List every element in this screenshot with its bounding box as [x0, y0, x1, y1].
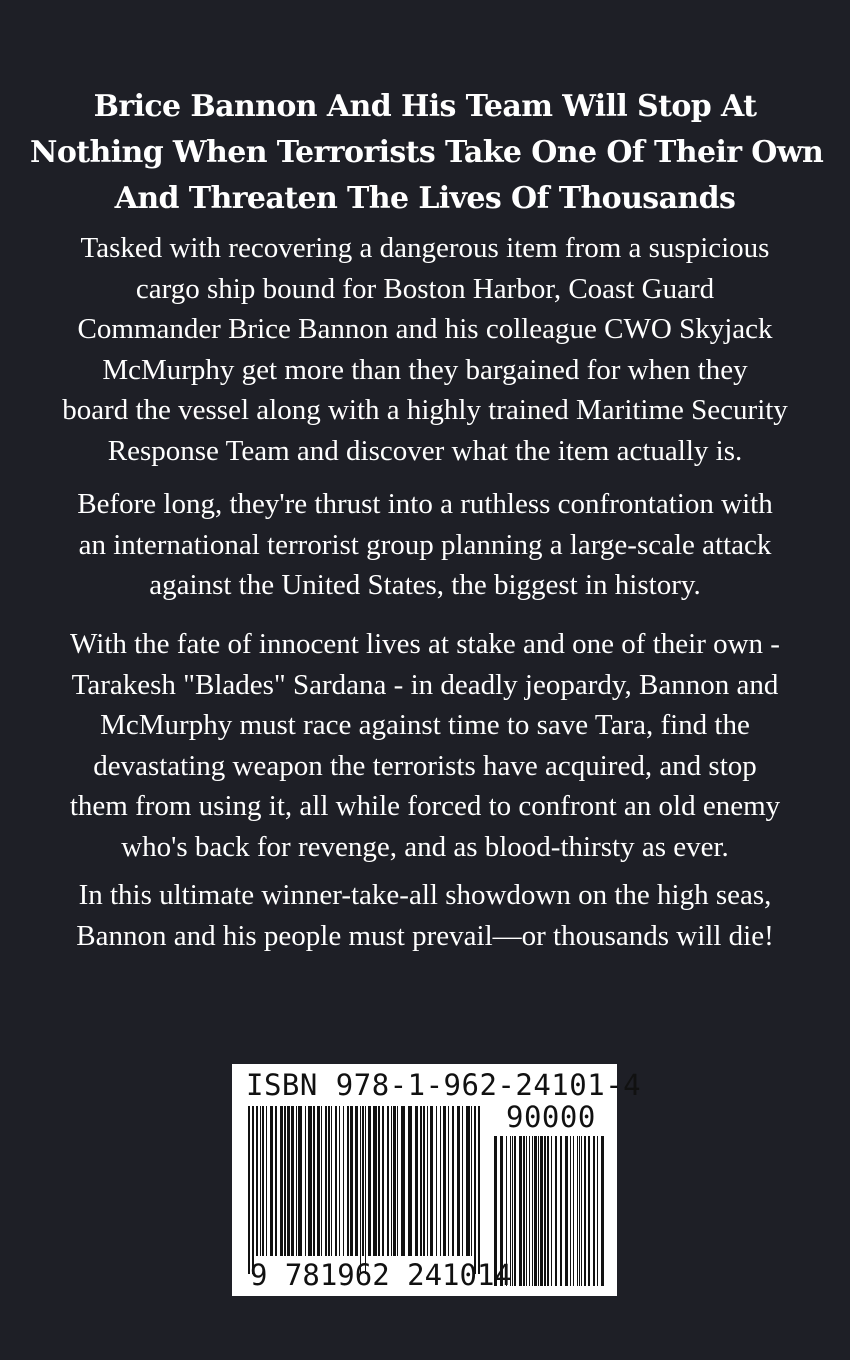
ean-digits: 9 781962 241014	[250, 1258, 512, 1292]
barcode-bar	[280, 1106, 283, 1256]
barcode-bar	[573, 1136, 574, 1286]
blurb-paragraph-4	[30, 875, 820, 956]
barcode-bar	[266, 1106, 267, 1256]
barcode-bar	[544, 1136, 546, 1286]
isbn-barcode	[232, 1064, 642, 1296]
barcode-bar	[291, 1106, 294, 1256]
barcode-bar	[478, 1106, 480, 1274]
blurb-line: Response Team and discover what the item actually is.	[107, 434, 743, 467]
blurb-line: McMurphy get more than they bargained for when they	[102, 353, 748, 386]
barcode-bar	[570, 1136, 571, 1286]
barcode-bar	[415, 1106, 418, 1256]
barcode-bar	[581, 1136, 582, 1286]
barcode-bar	[540, 1136, 543, 1286]
barcode-bar	[474, 1106, 476, 1274]
barcode-bar	[305, 1106, 306, 1256]
barcode-bar	[298, 1106, 302, 1256]
barcode-bar	[368, 1106, 371, 1256]
barcode-bar	[440, 1106, 441, 1256]
barcode-bar	[308, 1106, 312, 1256]
barcode-bar	[343, 1106, 344, 1256]
barcode-bar	[555, 1136, 557, 1286]
barcode-bar	[397, 1106, 398, 1256]
blurb-line: Tarakesh "Blades" Sardana - in deadly jeopardy, Bannon and	[71, 668, 779, 701]
blurb-line: board the vessel along with a highly trained Maritime Security	[62, 394, 788, 426]
blurb-line: an international terrorist group planning a large-scale attack	[78, 528, 772, 561]
barcode-bar	[597, 1136, 598, 1286]
barcode-bar	[420, 1106, 422, 1256]
barcode-bar	[335, 1106, 337, 1256]
blurb-paragraph-1	[30, 228, 820, 471]
blurb-line: Bannon and his people must prevail—or thousands will die!	[76, 919, 774, 952]
blurb-line: Commander Brice Bannon and his colleague CWO Skyjack	[77, 313, 773, 345]
blurb-line: against the United States, the biggest in history.	[149, 569, 701, 601]
barcode-bar	[275, 1106, 277, 1256]
blurb-paragraph-2	[30, 484, 820, 606]
barcode-bar	[462, 1106, 463, 1256]
barcode-bar	[270, 1106, 273, 1256]
barcode-bar	[387, 1106, 389, 1256]
barcode-bar	[362, 1106, 364, 1256]
barcode-bar	[365, 1106, 366, 1274]
barcode-bar	[579, 1136, 580, 1286]
barcode-bar	[350, 1106, 353, 1256]
barcode-bar	[466, 1106, 470, 1256]
blurb-line: who's back for revenge, and as blood-thirsty as ever.	[121, 830, 729, 863]
barcode-bar	[512, 1136, 513, 1286]
barcode-bar	[408, 1106, 412, 1256]
barcode-bar	[328, 1106, 330, 1256]
barcode-bar	[248, 1106, 250, 1274]
blurb-line: them from using it, all while forced to confront an old enemy	[69, 790, 781, 822]
barcode-bar	[391, 1106, 392, 1256]
barcode-bar	[593, 1136, 595, 1286]
barcode-bar	[256, 1106, 258, 1256]
barcode-bar	[443, 1106, 446, 1256]
barcode-bar	[296, 1106, 297, 1256]
blurb-line: Before long, they're thrust into a ruthless confrontation with	[77, 488, 773, 520]
barcode-bar	[260, 1106, 261, 1256]
barcode-bar	[565, 1136, 568, 1286]
barcode-bar	[284, 1106, 286, 1256]
barcode-bar	[252, 1106, 254, 1274]
barcode-bar	[547, 1136, 549, 1286]
back-cover-headline	[30, 84, 824, 222]
blurb-line: In this ultimate winner-take-all showdown on the high seas,	[78, 879, 772, 911]
price-code: 90000	[506, 1100, 596, 1134]
barcode-bar	[339, 1106, 340, 1256]
blurb-line: cargo ship bound for Boston Harbor, Coast Guard	[135, 272, 715, 305]
barcode-bar	[519, 1136, 522, 1286]
barcode-bar	[382, 1106, 384, 1256]
blurb-line: With the fate of innocent lives at stake and one of their own -	[70, 628, 780, 660]
barcode-bar	[601, 1136, 604, 1286]
barcode-bar	[551, 1136, 552, 1286]
barcode-bar	[355, 1106, 358, 1256]
barcode-bar	[331, 1106, 332, 1256]
barcode-bar	[529, 1136, 530, 1286]
barcode-bar	[287, 1106, 290, 1256]
barcode-bar	[321, 1106, 322, 1256]
barcode-bar	[360, 1106, 361, 1274]
barcode-bar	[560, 1136, 562, 1286]
barcode-bar	[262, 1106, 264, 1256]
barcode-bar	[523, 1136, 525, 1286]
barcode-bar	[401, 1106, 405, 1256]
barcode-bar	[393, 1106, 396, 1256]
barcode-bar	[448, 1106, 449, 1256]
barcode-bar	[373, 1106, 377, 1256]
barcode-bar	[313, 1106, 315, 1256]
barcode-bar	[436, 1106, 437, 1256]
barcode-bar	[577, 1136, 578, 1286]
barcode-bar	[457, 1106, 460, 1256]
barcode-bar	[584, 1136, 586, 1286]
barcode-bar	[427, 1106, 428, 1256]
barcode-bar	[325, 1106, 327, 1256]
isbn-label: ISBN 978-1-962-24101-4	[246, 1068, 642, 1102]
barcode-bar	[526, 1136, 527, 1286]
barcode-bar	[423, 1106, 425, 1256]
barcode-bar	[452, 1106, 454, 1256]
blurb-paragraph-3	[30, 624, 820, 867]
blurb-line: devastating weapon the terrorists have acquired, and stop	[93, 749, 757, 782]
blurb-line: McMurphy must race against time to save Tara, find the	[100, 709, 750, 741]
headline-line: Nothing When Terrorists Take One Of Their Own	[30, 135, 824, 170]
barcode-bar	[347, 1106, 349, 1256]
blurb-line: Tasked with recovering a dangerous item from a suspicious	[80, 232, 770, 264]
barcode-bar	[471, 1106, 472, 1256]
barcode-bar	[514, 1136, 516, 1286]
barcode-bar	[588, 1136, 590, 1286]
barcode-bar	[317, 1106, 320, 1256]
barcode-bar	[378, 1106, 380, 1256]
barcode-bar	[532, 1136, 533, 1286]
barcode-bar	[534, 1136, 537, 1286]
barcode-bar	[430, 1106, 433, 1256]
headline-line: And Threaten The Lives Of Thousands	[114, 181, 736, 216]
headline-line: Brice Bannon And His Team Will Stop At	[93, 89, 757, 124]
barcode-bar	[538, 1136, 539, 1286]
